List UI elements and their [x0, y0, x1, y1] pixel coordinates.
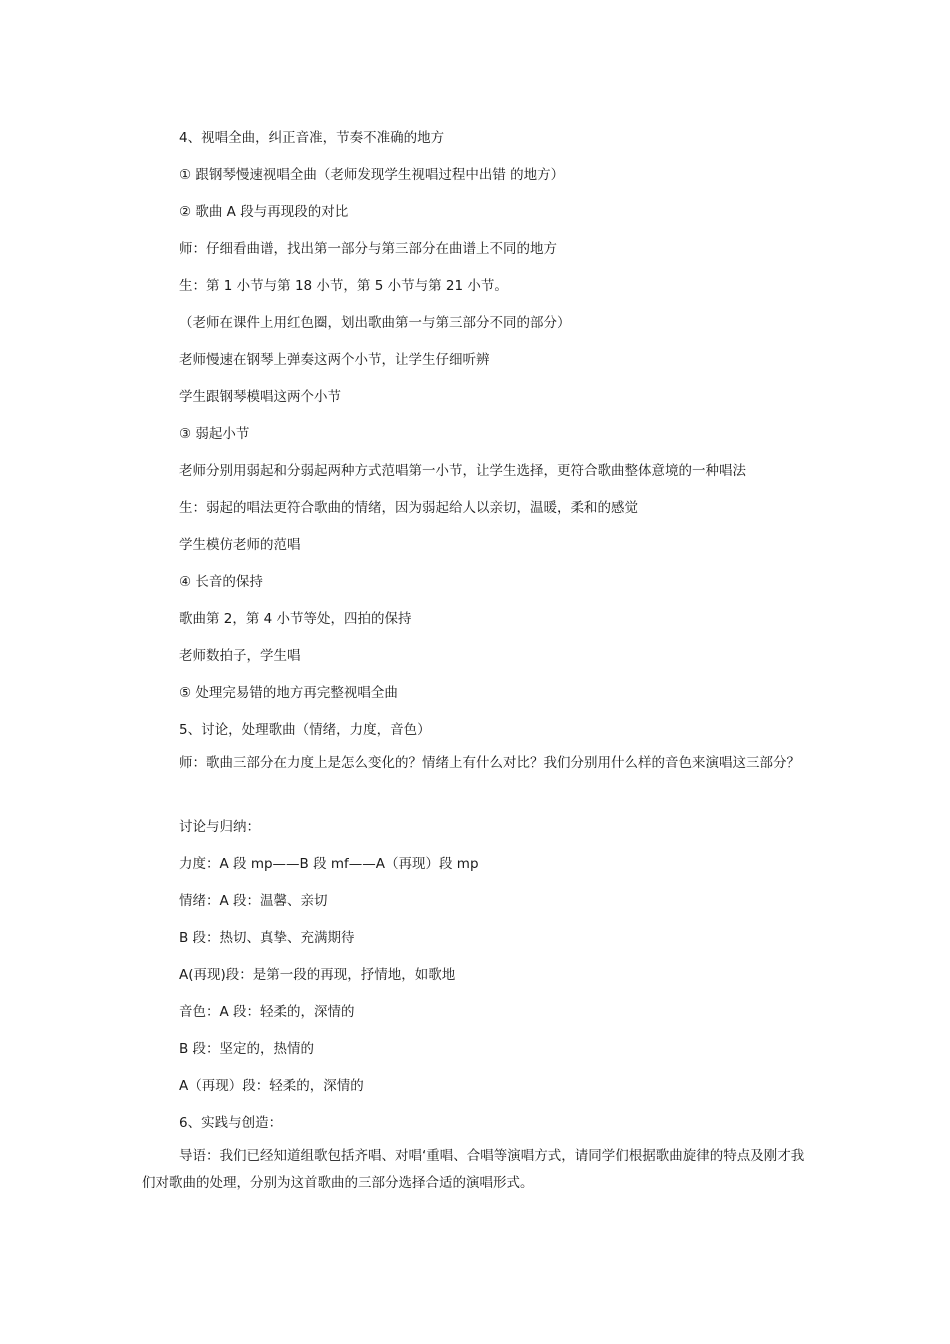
teacher-count-line: 老师数拍子，学生唱 — [179, 648, 301, 664]
emotion-a-line: 情绪：A 段：温馨、亲切 — [179, 893, 328, 909]
dynamics-line: 力度：A 段 mp——B 段 mf——A（再现）段 mp — [179, 856, 479, 872]
student-imitate-teacher: 学生模仿老师的范唱 — [179, 537, 301, 553]
student-line-bars: 生：第 1 小节与第 18 小节，第 5 小节与第 21 小节。 — [179, 278, 508, 294]
teacher-line-compare: 师：仔细看曲谱，找出第一部分与第三部分在曲谱上不同的地方 — [179, 241, 557, 257]
emotion-a-reprise-line: A(再现)段：是第一段的再现，抒情地，如歌地 — [179, 967, 456, 983]
student-imitate-line: 学生跟钢琴模唱这两个小节 — [179, 389, 341, 405]
timbre-a-reprise-line: A（再现）段：轻柔的，深情的 — [179, 1078, 364, 1094]
student-upbeat-answer: 生：弱起的唱法更符合歌曲的情绪，因为弱起给人以亲切，温暖，柔和的感觉 — [179, 500, 638, 516]
step-4-item-3: ③ 弱起小节 — [179, 426, 250, 442]
teacher-question-paragraph: 师：歌曲三部分在力度上是怎么变化的？情绪上有什么对比？我们分别用什么样的音色来演唱这三部分？ — [179, 755, 800, 771]
teacher-piano-line: 老师慢速在钢琴上弹奏这两个小节，让学生仔细听辨 — [179, 352, 490, 368]
step-4-heading: 4、视唱全曲，纠正音准，节奏不准确的地方 — [179, 130, 445, 146]
discussion-heading: 讨论与归纳： — [179, 819, 260, 835]
teacher-upbeat-line: 老师分别用弱起和分弱起两种方式范唱第一小节，让学生选择，更符合歌曲整体意境的一种唱法 — [179, 463, 746, 479]
long-note-line: 歌曲第 2，第 4 小节等处，四拍的保持 — [179, 611, 412, 627]
step-4-item-2: ② 歌曲 A 段与再现段的对比 — [179, 204, 349, 220]
step-6-heading: 6、实践与创造： — [179, 1115, 283, 1131]
step-4-item-4: ④ 长音的保持 — [179, 574, 263, 590]
emotion-b-line: B 段：热切、真挚、充满期待 — [179, 930, 355, 946]
teacher-note-courseware: （老师在课件上用红色圈，划出歌曲第一与第三部分不同的部分） — [179, 315, 571, 331]
step-4-item-1: ① 跟钢琴慢速视唱全曲（老师发现学生视唱过程中出错 的地方） — [179, 167, 565, 183]
step-5-heading: 5、讨论，处理歌曲（情绪，力度，音色） — [179, 722, 431, 738]
intro-paragraph: 导语：我们已经知道组歌包括齐唱、对唱‘重唱、合唱等演唱方式，请同学们根据歌曲旋律的特点及刚才我们对歌曲的处理，分别为这首歌曲的三部分选择合适的演唱形式。 — [142, 1148, 805, 1191]
timbre-b-line: B 段：坚定的，热情的 — [179, 1041, 315, 1057]
step-4-item-5: ⑤ 处理完易错的地方再完整视唱全曲 — [179, 685, 398, 701]
timbre-a-line: 音色：A 段：轻柔的，深情的 — [179, 1004, 355, 1020]
